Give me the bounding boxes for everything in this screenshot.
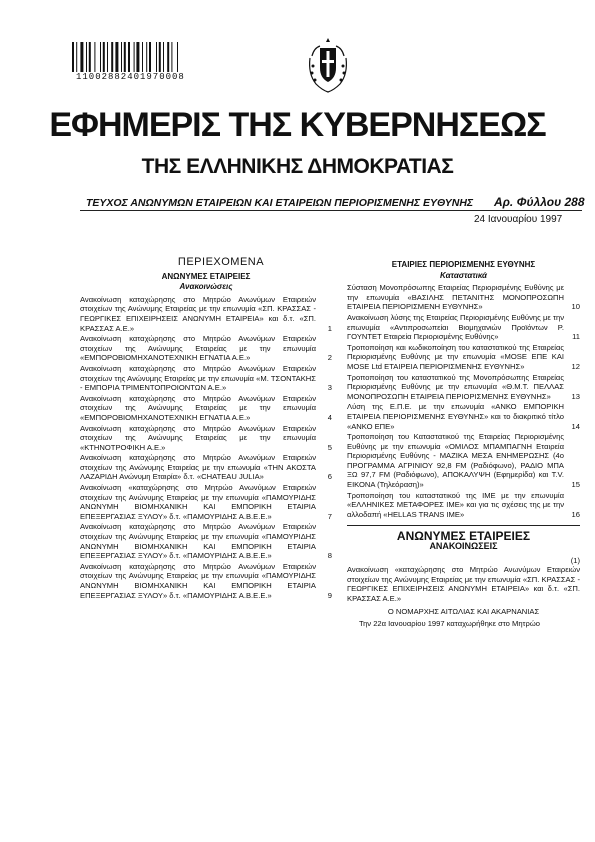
- entry-page-number: 15: [571, 480, 580, 490]
- contents-entry: [80, 453, 332, 482]
- entry-text: Ανακοίνωση «καταχώρησης στο Μητρώο Ανωνύμων Εταιρειών στοιχείων της Ανώνυμης Εταιρείας με την επωνυμία «ΠΑΜΟΥΡΙΔΗΣ ΑΝΩΝΥΜΗ ΒΙΟΜΗΧΑΝΙΚΗ ΚΑΙ ΕΜΠΟΡΙΚΗ ΕΤΑΙΡΙΑ ΕΠΕΞΕΡΓΑΣΙΑΣ ΞΥΛΟΥ» δ.τ. «ΠΑΜΟΥΡΙΔΗΣ Α.Β.Ε.Ε.»: [80, 483, 316, 521]
- entry-text: Ανακοίνωση καταχώρησης στο Μητρώο Ανωνύμων Εταιρειών στοιχείων της Ανώνυμης Εταιρείας με την επωνυμία «ΚΤΗΝΟΤΡΟΦΙΚΗ Α.Ε.»: [80, 423, 316, 452]
- barcode: [72, 42, 212, 72]
- subsection-heading: Ανακοινώσεις: [179, 282, 233, 292]
- issue-date: 24 Ιανουαρίου 1997: [474, 214, 563, 225]
- contents-entry: [80, 334, 332, 363]
- entry-text: Τροποποίηση του καταστατικού της Μονοπρόσωπης Εταιρείας Περιορισμένης Ευθύνης με την επωνυμία «Θ.Μ.Τ. ΠΕΛΛΑΣ ΜΟΝΟΠΡΟΣΩΠΗ ΕΤΑΙΡΕΙΑ ΠΕΡΙΟΡΙΣΜΕΝΗΣ ΕΥΘΥΝΗΣ»: [347, 372, 564, 401]
- entry-text: Τροποποίηση του Καταστατικού της Εταιρείας Περιορισμένης Ευθύνης με την επωνυμία «ΟΜΙΛΟΣ ΜΠΑΜΠΑΓΝΗ Εταιρεία Περιορισμένης Ευθύνης - ΜΑΖΙΚΑ ΜΕΣΑ ΕΝΗΜΕΡΩΣΗΣ (4ο ΠΡΟΓΡΑΜΜΑ ΑΓΡΙΝΙΟΥ 92,8 FM (Ραδιόφωνο), ΡΑΔΙΟ ΜΠΑ ΞΩ 97,7 FM (Ραδιόφωνο), ΑΠΟΚΑΛΥΨΗ (Εφημερίδα) και Τ.V. ΕΙΚΟΝΑ (Τηλεόραση)»: [347, 432, 564, 490]
- entry-page-number: 4: [327, 412, 332, 422]
- entry-page-number: 12: [571, 361, 580, 371]
- contents-list: [80, 295, 332, 600]
- entry-page-number: 1: [327, 323, 332, 333]
- entry-text: Ανακοίνωση καταχώρησης στο Μητρώο Ανωνύμων Εταιρειών στοιχείων της Ανώνυμης Εταιρείας με την επωνυμία «ΠΑΜΟΥΡΙΔΗΣ ΑΝΩΝΥΜΗ ΒΙΟΜΗΧΑΝΙΚΗ ΚΑΙ ΕΜΠΟΡΙΚΗ ΕΤΑΙΡΙΑ ΕΠΕΞΕΡΓΑΣΙΑΣ ΞΥΛΟΥ» δ.τ. «ΠΑΜΟΥΡΙΔΗΣ Α.Β.Ε.Ε.»: [80, 561, 316, 600]
- contents-entry: [80, 394, 332, 423]
- entry-text: Ανακοίνωση λύσης της Εταιρείας Περιορισμένης Ευθύνης με την επωνυμία «Αντιπροσωπείαι Βιομηχανιών Προϊόντων Ρ. ΓΟΥΝΤΕΤ Εταιρεία Περιορισμένης Ευθύνης»: [347, 312, 564, 342]
- contents-entry: [80, 424, 332, 453]
- contents-entry: [347, 283, 580, 312]
- entry-page-number: 11: [572, 332, 580, 342]
- entry-page-number: 13: [571, 391, 580, 401]
- entry-text: Ανακοίνωση καταχώρησης στο Μητρώο Ανωνύμων Εταιρειών στοιχείων της Ανώνυμης Εταιρείας με την επωνυμία «ΠΑΜΟΥΡΙΔΗΣ ΑΝΩΝΥΜΗ ΒΙΟΜΗΧΑΝΙΚΗ ΚΑΙ ΕΜΠΟΡΙΚΗ ΕΤΑΙΡΙΑ ΕΠΕΞΕΡΓΑΣΙΑΣ ΞΥΛΟΥ» δ.τ. «ΠΑΜΟΥΡΙΔΗΣ Α.Β.Ε.Ε.»: [80, 522, 316, 561]
- entry-text: Ανακοίνωση καταχώρησης στο Μητρώο Ανωνύμων Εταιρειών στοιχείων της Ανώνυμης Εταιρείας με την επωνυμία «ΤΗΝ ΑΚΟΣΤΑ ΛΑΖΑΡΙΔΗ Ανώνυμη Εταιρία» δ.τ. «CHATEAU JULIA»: [80, 453, 316, 482]
- section-heading-sa: ΑΝΩΝΥΜΕΣ ΕΤΑΙΡΕΙΕΣ: [396, 529, 531, 544]
- contents-entry: [347, 343, 580, 372]
- announcement-text: Την 22α Ιανουαρίου 1997 καταχωρήθηκε στο Μητρώο: [359, 619, 541, 629]
- contents-entry: [347, 402, 580, 431]
- entry-page-number: 2: [327, 353, 332, 363]
- entry-page-number: 10: [571, 302, 580, 312]
- contents-entry: [347, 313, 580, 342]
- gazette-title: ΕΦΗΜΕΡΙΣ ΤΗΣ ΚΥΒΕΡΝΗΣΕΩΣ: [49, 106, 546, 144]
- entry-text: Ανακοίνωση καταχώρησης στο Μητρώο Ανωνύμων Εταιρειών στοιχείων της Ανώνυμης Εταιρείας με την επωνυμία «ΕΜΠΟΡΟΒΙΟΜΗΧΑΝΟΤΕΧΝΙΚΗ ΕΓΝΑΤΙΑ Α.Ε.»: [80, 393, 316, 422]
- entry-page-number: 14: [571, 421, 580, 431]
- paragraph-number: (1): [570, 555, 580, 565]
- contents-title: ΠΕΡΙΕΧΟΜΕΝΑ: [177, 256, 265, 268]
- entry-text: Λύση της Ε.Π.Ε. με την επωνυμία «ΑΝΚΟ ΕΜΠΟΡΙΚΗ ΕΤΑΙΡΕΙΑ ΠΕΡΙΟΡΙΣΜΕΝΗΣ ΕΥΘΥΝΗΣ» και το διακριτικό τίτλο «ΑΝΚΟ ΕΠΕ»: [347, 402, 564, 431]
- entry-text: Ανακοίνωση καταχώρησης στο Μητρώο Ανωνύμων Εταιρειών στοιχείων της Ανώνυμης Εταιρείας με την επωνυμία «ΕΜΠΟΡΟΒΙΟΜΗΧΑΝΟΤΕΧΝΙΚΗ ΕΓΝΑΤΙΑ Α.Ε.»: [80, 334, 316, 363]
- sheet-number: Αρ. Φύλλου 288: [494, 195, 585, 209]
- entry-text: Ανακοίνωση καταχώρησης στο Μητρώο Ανωνύμων Εταιρειών στοιχείων της Ανώνυμης Εταιρείας με την επωνυμία «Μ. ΤΣΟΝΤΑΚΗΣ - ΕΜΠΟΡΙΑ ΤΡΙΜΕΝΤΟΠΡΟΙΟΝΤΩΝ Α.Ε.»: [80, 363, 316, 393]
- entry-text: Τροποποίηση του καταστατικού της ΙΜΕ με την επωνυμία «ΕΛΛΗΝΙΚΕΣ ΜΕΤΑΦΟΡΕΣ ΙΜΕ» και για τις σχέσεις της με την αλλοδαπή «HELLAS TRANS IME»: [347, 490, 564, 519]
- subsection-heading-announcements: ΑΝΑΚΟΙΝΩΣΕΙΣ: [429, 541, 498, 552]
- gazette-subtitle: ΤΗΣ ΕΛΛΗΝΙΚΗΣ ΔΗΜΟΚΡΑΤΙΑΣ: [141, 155, 454, 178]
- entry-page-number: 16: [571, 509, 580, 519]
- contents-entry: [80, 295, 332, 333]
- contents-column: [80, 258, 332, 601]
- barcode-number: 11002882401970008: [76, 72, 185, 82]
- right-column: [347, 258, 580, 631]
- entry-page-number: 8: [327, 551, 332, 561]
- section-heading: ΑΝΩΝΥΜΕΣ ΕΤΑΙΡΕΙΕΣ: [161, 271, 251, 281]
- entry-page-number: 3: [327, 383, 332, 393]
- entry-page-number: 9: [327, 590, 332, 600]
- contents-list-ltd: [347, 283, 580, 519]
- section-rule: [347, 525, 580, 526]
- header-rule: [80, 210, 582, 211]
- section-heading-ltd: ΕΤΑΙΡΙΕΣ ΠΕΡΙΟΡΙΣΜΕΝΗΣ ΕΥΘΥΝΗΣ: [391, 260, 536, 269]
- contents-entry: [347, 432, 580, 490]
- subsection-heading-statutes: Καταστατικά: [439, 270, 488, 280]
- prefect-heading: Ο ΝΟΜΑΡΧΗΣ ΑΙΤΩΛΙΑΣ ΚΑΙ ΑΚΑΡΝΑΝΙΑΣ: [387, 606, 540, 616]
- entry-page-number: 7: [327, 511, 332, 521]
- entry-page-number: 5: [327, 442, 332, 452]
- announcement-paragraph: Ανακοίνωση «καταχώρησης στο Μητρώο Ανωνύμων Εταιρειών στοιχείων της Ανώνυμης Εταιρείας με την επωνυμία «ΣΠ. ΚΡΑΣΣΑΣ - ΓΕΩΡΓΙΚΕΣ ΕΠΙΧΕΙΡΗΣΕΙΣ ΑΝΩΝΥΜΗ ΕΤΑΙΡΕΙΑ» και δ.τ. «ΣΠ. ΚΡΑΣΣΑΣ Α.Ε.»: [347, 565, 580, 603]
- entry-page-number: 6: [327, 472, 332, 482]
- entry-text: Τροποποίηση και κωδικοποίηση του καταστατικού της Εταιρείας Περιορισμένης Ευθύνης με την επωνυμία «MOSE ΕΠΕ ΚΑΙ MOSE Ltd ΕΤΑΙΡΕΙΑ ΠΕΡΙΟΡΙΣΜΕΝΗΣ ΕΥΘΥΝΗΣ»: [347, 342, 564, 371]
- contents-entry: [80, 522, 332, 560]
- contents-entry: [80, 483, 332, 521]
- issue-type: ΤΕΥΧΟΣ ΑΝΩΝΥΜΩΝ ΕΤΑΙΡΕΙΩΝ ΚΑΙ ΕΤΑΙΡΕΙΩΝ ΠΕΡΙΟΡΙΣΜΕΝΗΣ ΕΥΘΥΝΗΣ: [86, 197, 474, 209]
- entry-text: Ανακοίνωση καταχώρησης στο Μητρώο Ανωνύμων Εταιρειών στοιχείων της Ανώνυμης Εταιρείας με την επωνυμία «ΣΠ. ΚΡΑΣΣΑΣ - ΓΕΩΡΓΙΚΕΣ ΕΠΙΧΕΙΡΗΣΕΙΣ ΑΝΩΝΥΜΗ ΕΤΑΙΡΕΙΑ» και δ.τ. «ΣΠ. ΚΡΑΣΣΑΣ Α.Ε.»: [80, 294, 316, 333]
- contents-entry: [80, 562, 332, 600]
- entry-text: Σύσταση Μονοπρόσωπης Εταιρείας Περιορισμένης Ευθύνης με την επωνυμία «ΒΑΣΙΛΗΣ ΠΕΤΑΝΙΤΗΣ ΜΟΝΟΠΡΟΣΩΠΗ ΕΤΑΙΡΕΙΑ ΠΕΡΙΟΡΙΣΜΕΝΗ ΕΥΘΥΝΗΣ»: [347, 283, 564, 312]
- contents-entry: [347, 491, 580, 520]
- coat-of-arms-emblem: [306, 38, 350, 96]
- contents-entry: [347, 373, 580, 402]
- contents-entry: [80, 364, 332, 393]
